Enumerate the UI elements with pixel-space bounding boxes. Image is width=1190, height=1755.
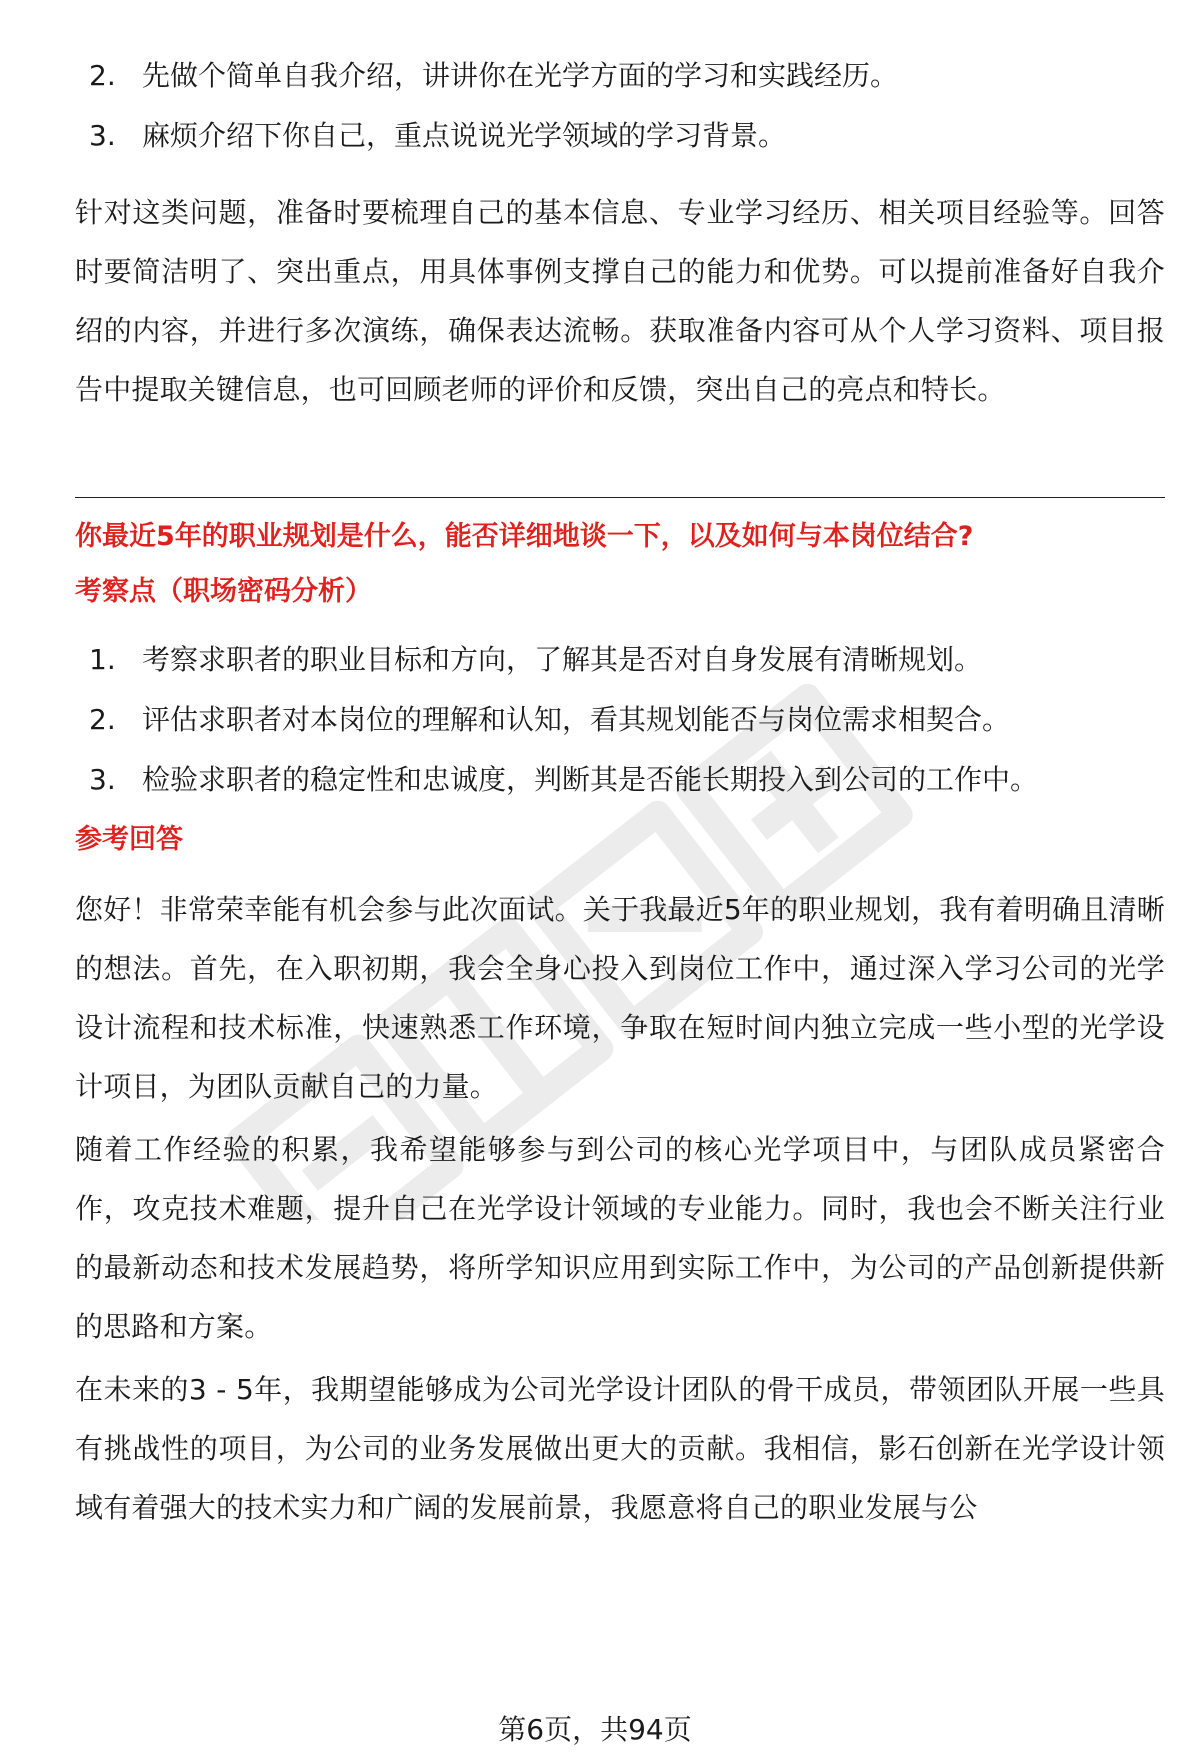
- list-item-text: 评估求职者对本岗位的理解和认知，看其规划能否与岗位需求相契合。: [142, 703, 1011, 736]
- list-item-number: 1.: [89, 643, 116, 676]
- answer-paragraph: 在未来的3 - 5年，我期望能够成为公司光学设计团队的骨干成员，带领团队开展一些具有挑战性的项目，为公司的业务发展做出更大的贡献。我相信，影石创新在光学设计领域有着强大的技术实力和广阔的发展前景，我愿意将自己的职业发展与公: [75, 1373, 1165, 1524]
- answer-paragraph: 您好！非常荣幸能有机会参与此次面试。关于我最近5年的职业规划，我有着明确且清晰的想法。首先，在入职初期，我会全身心投入到岗位工作中，通过深入学习公司的光学设计流程和技术标准，快速熟悉工作环境，争取在短时间内独立完成一些小型的光学设计项目，为团队贡献自己的力量。: [75, 893, 1165, 1103]
- list-item: [75, 750, 1038, 810]
- list-item-text: 考察求职者的职业目标和方向，了解其是否对自身发展有清晰规划。: [142, 643, 983, 676]
- list-item: [75, 630, 1038, 690]
- intro-paragraph: 针对这类问题，准备时要梳理自己的基本信息、专业学习经历、相关项目经验等。回答时要简洁明了、突出重点，用具体事例支撑自己的能力和优势。可以提前准备好自我介绍的内容，并进行多次演练，确保表达流畅。获取准备内容可从个人学习资料、项目报告中提取关键信息，也可回顾老师的评价和反馈，突出自己的亮点和特长。: [75, 196, 1165, 406]
- list-item: [75, 46, 898, 106]
- section-divider: [75, 497, 1165, 498]
- list-item-number: 2.: [89, 703, 116, 736]
- list-item-text: 检验求职者的稳定性和忠诚度，判断其是否能长期投入到公司的工作中。: [142, 763, 1039, 796]
- list-item: [75, 106, 898, 166]
- answer-heading: 参考回答: [75, 824, 183, 855]
- list-item: [75, 690, 1038, 750]
- question-heading: 你最近5年的职业规划是什么，能否详细地谈一下，以及如何与本岗位结合?: [75, 521, 974, 552]
- answer-paragraph: 随着工作经验的积累，我希望能够参与到公司的核心光学项目中，与团队成员紧密合作，攻克技术难题，提升自己在光学设计领域的专业能力。同时，我也会不断关注行业的最新动态和技术发展趋势，将所学知识应用到实际工作中，为公司的产品创新提供新的思路和方案。: [75, 1133, 1165, 1343]
- top-list: [75, 46, 898, 166]
- page-footer: 第6页，共94页: [498, 1713, 692, 1746]
- list-item-number: 3.: [89, 119, 116, 152]
- list-item-number: 2.: [89, 59, 116, 92]
- list-item-text: 麻烦介绍下你自己，重点说说光学领域的学习背景。: [142, 119, 787, 152]
- exam-points-list: [75, 630, 1038, 810]
- exam-points-heading: 考察点（职场密码分析）: [75, 576, 372, 607]
- list-item-number: 3.: [89, 763, 116, 796]
- list-item-text: 先做个简单自我介绍，讲讲你在光学方面的学习和实践经历。: [142, 59, 899, 92]
